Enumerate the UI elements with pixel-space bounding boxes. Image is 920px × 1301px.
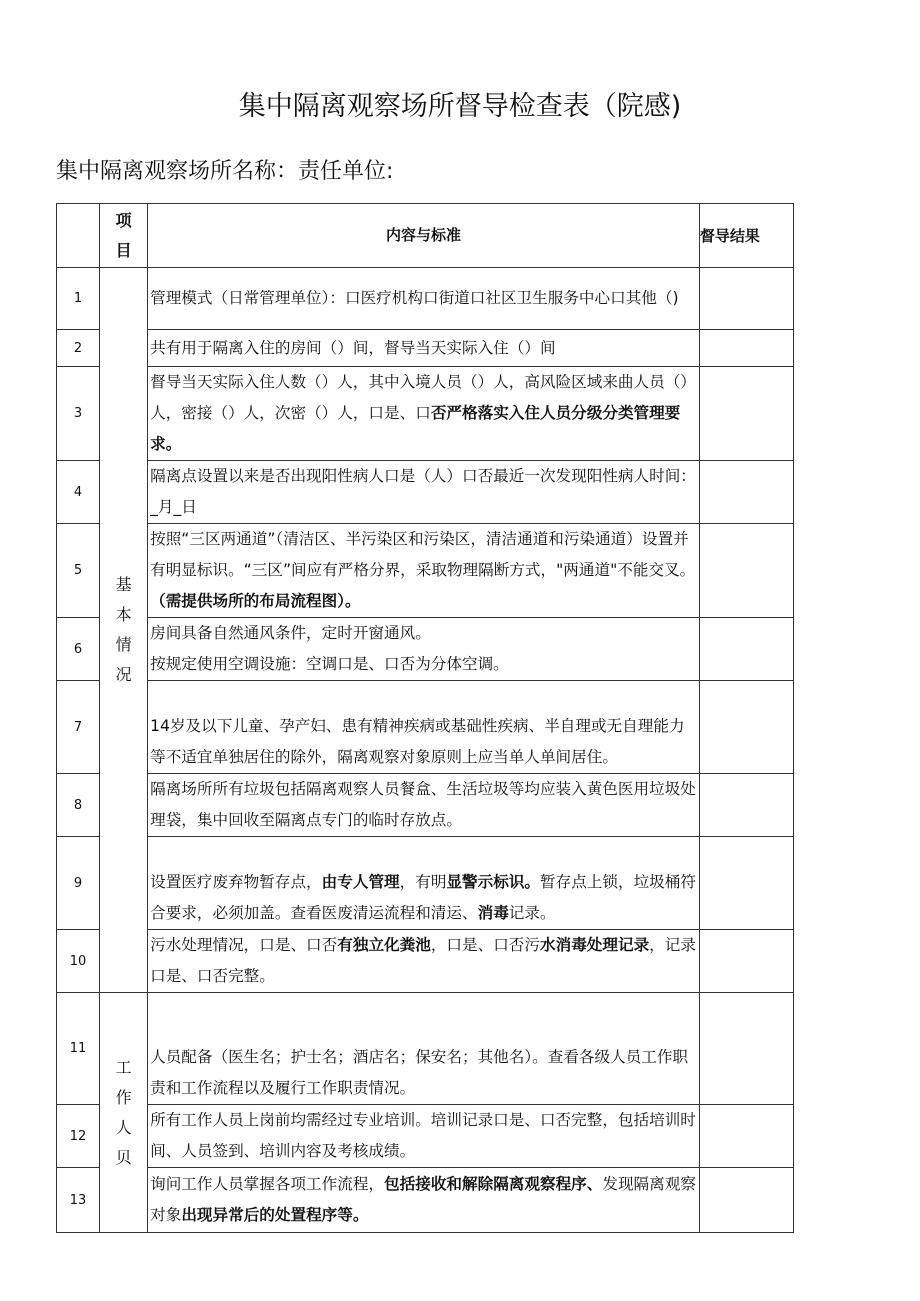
header-no: [57, 204, 100, 268]
row-number: 1: [57, 268, 100, 330]
emphasis-text: 由专人管理: [321, 873, 400, 891]
row-number: 4: [57, 461, 100, 524]
table-row: [57, 1168, 794, 1233]
body-text: 人员配备（医生名；护士名；酒店名；保安名；其他名）。查看各级人员工作职责和工作流程以及履行工作职责情况。: [150, 1048, 689, 1097]
body-text: 询问工作人员掌握各项工作流程，: [150, 1175, 385, 1193]
row-number: 12: [57, 1105, 100, 1168]
row-number: 3: [57, 367, 100, 461]
body-text: 按照“三区两通道”（清洁区、半污染区和污染区，清洁通道和污染通道）设置并有明显标识。“三区”间应有严格分界，采取物理隔断方式，"两通道"不能交叉。: [150, 530, 696, 579]
category-staff: 工作人贝: [100, 993, 148, 1233]
result-cell[interactable]: [699, 1168, 793, 1233]
row-number: 6: [57, 618, 100, 681]
table-row: [57, 524, 794, 618]
body-text: 设置医疗废弃物暂存点，: [150, 873, 322, 891]
row-content-line: [150, 618, 699, 649]
body-text: 共有用于隔离入住的房间（）间，督导当天实际入住（）间: [150, 338, 556, 357]
result-cell[interactable]: [699, 330, 793, 367]
table-header-row: [57, 204, 794, 268]
result-cell[interactable]: [699, 774, 793, 837]
body-text: ，记录口是、口否完整。: [150, 936, 696, 985]
header-result: 督导结果: [699, 204, 793, 268]
table-row: [57, 1105, 794, 1168]
row-content: [148, 268, 700, 330]
body-text: 14岁及以下儿童、孕产妇、患有精神疾病或基础性疾病、半自理或无自理能力等不适宜单独居住的除外，隔离观察对象原则上应当单人单间居住。: [150, 717, 685, 766]
emphasis-text: （需提供场所的布局流程图）。: [150, 592, 361, 610]
body-text: 记录。: [508, 904, 556, 922]
result-cell[interactable]: [699, 461, 793, 524]
row-number: 5: [57, 524, 100, 618]
table-row: [57, 461, 794, 524]
row-content: [148, 524, 700, 618]
header-content: 内容与标准: [148, 204, 700, 268]
emphasis-text: 包括接收和解除隔离观察程序、: [384, 1175, 603, 1193]
result-cell[interactable]: [699, 268, 793, 330]
result-cell[interactable]: [699, 524, 793, 618]
row-number: 10: [57, 930, 100, 993]
emphasis-text: 水消毒处理记录: [540, 936, 650, 954]
table-row: [57, 930, 794, 993]
emphasis-text: 有独立化粪池: [337, 936, 431, 954]
body-text: 暂存点上锁，垃圾桶符合要求，必须加盖。查看医废清运流程和清运、: [150, 873, 696, 922]
body-text: 管理模式（日常管理单位）：口医疗机构口街道口社区卫生服务中心口其他（): [150, 289, 679, 307]
row-content: [148, 461, 700, 524]
category-basic: 基本情况: [100, 268, 148, 993]
page-title: 集中隔离观察场所督导检查表（院感): [238, 91, 682, 122]
result-cell[interactable]: [699, 367, 793, 461]
body-text: 所有工作人员上岗前均需经过专业培训。培训记录口是、口否完整，包括培训时间、人员签到、培训内容及考核成绩。: [150, 1111, 696, 1160]
row-content: [148, 774, 700, 837]
row-number: 7: [57, 681, 100, 774]
body-text: 督导当天实际入住人数（）人，其中入境人员（）人，高风险区域来曲人员（）人，密接（）人，次密（）人，口是、口: [150, 373, 696, 422]
emphasis-text: 显警示标识。: [446, 873, 541, 891]
table-row: [57, 774, 794, 837]
body-text: 房间具备自然通风条件，定时开窗通风。: [150, 624, 431, 642]
result-cell[interactable]: [699, 1105, 793, 1168]
table-row: [57, 268, 794, 330]
site-name-line: 集中隔离观察场所名称：责任单位:: [56, 159, 394, 184]
row-content: [148, 993, 700, 1105]
row-number: 13: [57, 1168, 100, 1233]
body-text: 隔离场所所有垃圾包括隔离观察人员餐盒、生活垃圾等均应装入黄色医用垃圾处理袋，集中回收至隔离点专门的临时存放点。: [150, 780, 696, 829]
row-content: [148, 1168, 700, 1233]
header-item: 项目: [100, 204, 148, 268]
table-row: [57, 618, 794, 681]
row-content: [148, 618, 700, 681]
result-cell[interactable]: [699, 681, 793, 774]
row-content: [148, 837, 700, 930]
inspection-table: [56, 203, 794, 1233]
table-row: [57, 367, 794, 461]
row-content: [148, 1105, 700, 1168]
result-cell[interactable]: [699, 618, 793, 681]
row-content: [148, 330, 700, 367]
row-number: 11: [57, 993, 100, 1105]
result-cell[interactable]: [699, 837, 793, 930]
result-cell[interactable]: [699, 930, 793, 993]
emphasis-text: 消毒: [477, 904, 509, 922]
body-text: 按规定使用空调设施：空调口是、口否为分体空调。: [150, 655, 509, 673]
table-row: [57, 681, 794, 774]
emphasis-text: 否严格落实入住人员分级分类管理要求。: [150, 404, 681, 453]
row-content: [148, 367, 700, 461]
table-row: [57, 330, 794, 367]
body-text: 污水处理情况，口是、口否: [150, 936, 338, 954]
table-row: [57, 993, 794, 1105]
emphasis-text: 出现异常后的处置程序等。: [181, 1206, 369, 1224]
body-text: 隔离点设置以来是否出现阳性病人口是（人）口否最近一次发现阳性病人时间：_月_日: [150, 467, 696, 516]
row-number: 8: [57, 774, 100, 837]
row-number: 2: [57, 330, 100, 367]
table-row: [57, 837, 794, 930]
body-text: ，有明: [399, 873, 447, 891]
row-content-line: [150, 649, 699, 680]
result-cell[interactable]: [699, 993, 793, 1105]
body-text: ，口是、口否污: [430, 936, 540, 954]
row-content: [148, 681, 700, 774]
row-content: [148, 930, 700, 993]
row-number: 9: [57, 837, 100, 930]
body-text: 发现隔离观察对象: [150, 1175, 696, 1224]
